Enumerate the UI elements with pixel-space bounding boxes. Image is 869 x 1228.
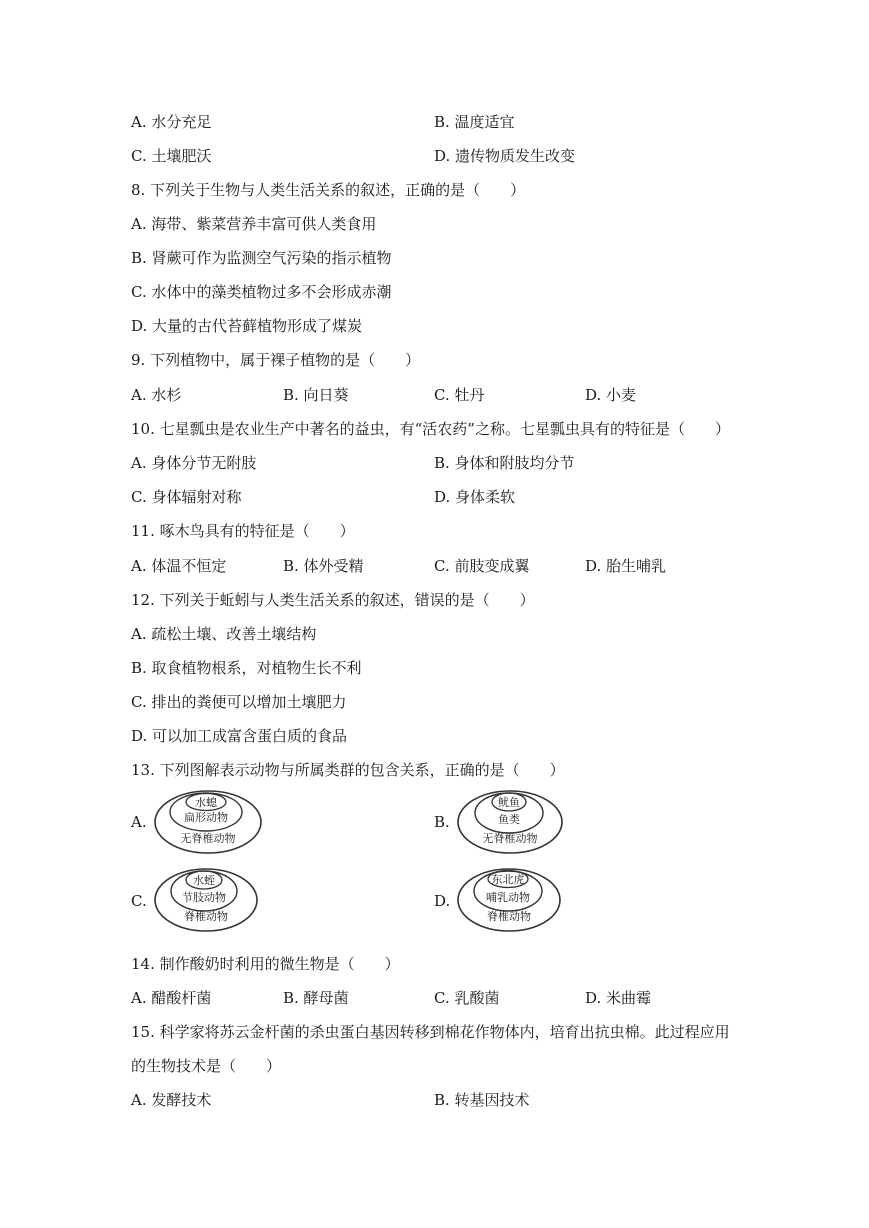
q7-option-d: D. 遗传物质发生改变 <box>434 147 576 165</box>
q14-option-b: B. 酵母菌 <box>283 989 349 1007</box>
q13-a-middle-label: 扁形动物 <box>184 811 228 824</box>
q13-b-middle-label: 鱼类 <box>498 813 520 826</box>
q13-c-middle-label: 节肢动物 <box>182 891 226 904</box>
q8-stem: 8. 下列关于生物与人类生活关系的叙述，正确的是（ ） <box>131 181 526 199</box>
q10-option-b: B. 身体和附肢均分节 <box>434 454 575 472</box>
q13-b-outer-label: 无脊椎动物 <box>482 832 538 845</box>
q13-option-b-diagram <box>455 788 565 856</box>
q9-option-a: A. 水杉 <box>131 386 182 404</box>
q14-option-d: D. 米曲霉 <box>585 989 652 1007</box>
q13-option-c-letter: C. <box>131 892 147 910</box>
q8-option-c: C. 水体中的藻类植物过多不会形成赤潮 <box>131 283 392 301</box>
q12-option-b: B. 取食植物根系，对植物生长不利 <box>131 659 362 677</box>
q12-option-a: A. 疏松土壤、改善土壤结构 <box>131 625 317 643</box>
q11-option-d: D. 胎生哺乳 <box>585 557 667 575</box>
q12-stem: 12. 下列关于蚯蚓与人类生活关系的叙述，错误的是（ ） <box>131 591 535 609</box>
q13-a-inner-label: 水螅 <box>195 796 217 809</box>
q13-option-a-letter: A. <box>131 813 147 831</box>
q11-stem: 11. 啄木鸟具有的特征是（ ） <box>131 522 355 540</box>
q13-d-inner-label: 东北虎 <box>491 873 525 886</box>
q13-d-outer-label: 脊椎动物 <box>487 910 531 923</box>
q15-stem-line2: 的生物技术是（ ） <box>131 1057 282 1075</box>
q15-stem-line1: 15. 科学家将苏云金杆菌的杀虫蛋白基因转移到棉花作物体内，培育出抗虫棉。此过程应用 <box>131 1023 730 1041</box>
q13-c-outer-label: 脊椎动物 <box>184 910 228 923</box>
q13-option-d-diagram <box>455 866 563 934</box>
q7-option-a: A. 水分充足 <box>131 113 212 131</box>
q10-option-d: D. 身体柔软 <box>434 488 516 506</box>
q14-option-c: C. 乳酸菌 <box>434 989 500 1007</box>
q8-option-b: B. 肾蕨可作为监测空气污染的指示植物 <box>131 249 392 267</box>
q13-option-b-letter: B. <box>434 813 450 831</box>
q13-option-a-diagram <box>152 788 264 856</box>
q10-option-c: C. 身体辐射对称 <box>131 488 242 506</box>
q12-option-c: C. 排出的粪便可以增加土壤肥力 <box>131 693 347 711</box>
q9-option-b: B. 向日葵 <box>283 386 349 404</box>
q13-d-middle-label: 哺乳动物 <box>486 891 530 904</box>
q9-option-c: C. 牡丹 <box>434 386 485 404</box>
q11-option-b: B. 体外受精 <box>283 557 364 575</box>
q7-option-b: B. 温度适宜 <box>434 113 515 131</box>
q13-c-inner-label: 水蛭 <box>193 874 215 887</box>
q11-option-c: C. 前肢变成翼 <box>434 557 530 575</box>
q7-option-c: C. 土壤肥沃 <box>131 147 212 165</box>
q9-option-d: D. 小麦 <box>585 386 637 404</box>
q12-option-d: D. 可以加工成富含蛋白质的食品 <box>131 727 348 745</box>
q13-stem: 13. 下列图解表示动物与所属类群的包含关系，正确的是（ ） <box>131 761 565 779</box>
q14-option-a: A. 醋酸杆菌 <box>131 989 212 1007</box>
q14-stem: 14. 制作酸奶时利用的微生物是（ ） <box>131 955 400 973</box>
q10-stem: 10. 七星瓢虫是农业生产中著名的益虫，有“活农药”之称。七星瓢虫具有的特征是（ ） <box>131 420 730 438</box>
q10-option-a: A. 身体分节无附肢 <box>131 454 257 472</box>
q9-stem: 9. 下列植物中，属于裸子植物的是（ ） <box>131 351 421 369</box>
q13-a-outer-label: 无脊椎动物 <box>180 832 236 845</box>
q15-option-a: A. 发酵技术 <box>131 1091 212 1109</box>
q8-option-a: A. 海带、紫菜营养丰富可供人类食用 <box>131 215 377 233</box>
q13-b-inner-label: 鱿鱼 <box>498 796 520 809</box>
q11-option-a: A. 体温不恒定 <box>131 557 227 575</box>
q15-option-b: B. 转基因技术 <box>434 1091 530 1109</box>
q13-option-d-letter: D. <box>434 892 451 910</box>
q13-option-c-diagram <box>152 866 262 934</box>
q8-option-d: D. 大量的古代苔藓植物形成了煤炭 <box>131 317 363 335</box>
